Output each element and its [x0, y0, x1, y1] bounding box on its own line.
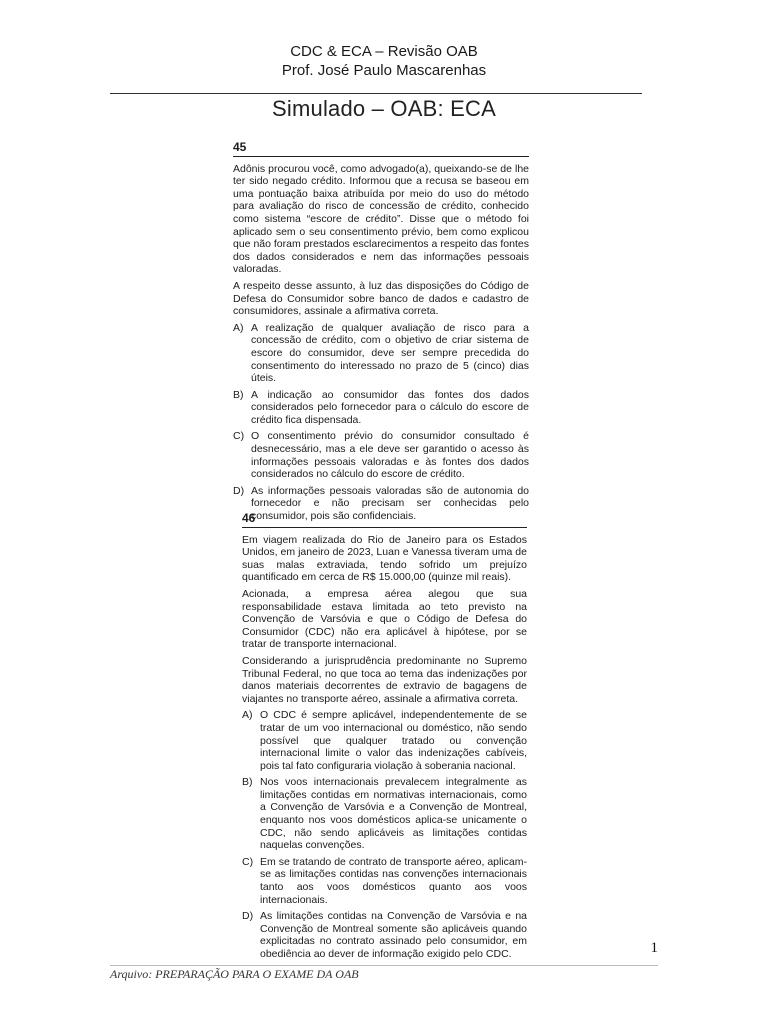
- header-line-2: Prof. José Paulo Mascarenhas: [281, 62, 487, 79]
- question-45: [233, 141, 529, 527]
- option-text: A indicação ao consumidor das fontes dos dados considerados pelo fornecedor para o cálculo do escore de crédito fica dispensada.: [251, 388, 529, 426]
- page-title: Simulado – OAB: ECA: [272, 96, 496, 121]
- question-number: 45: [233, 141, 529, 157]
- question-paragraph: Acionada, a empresa aérea alegou que sua responsabilidade estava limitada ao teto previsto na Convenção de Varsóvia e que o Código de Defesa do Consumidor (CDC) não era aplicável à hipótese, por se tratar de transporte internacional.: [242, 587, 527, 651]
- footer-divider: [110, 965, 658, 966]
- option-letter: A): [242, 709, 253, 722]
- option-text: Em se tratando de contrato de transporte aéreo, aplicam-se as limitações contidas nas convenções internacionais tanto aos voos domésticos quanto aos voos internacionais.: [260, 855, 527, 906]
- option-text: O consentimento prévio do consumidor consultado é desnecessário, mas a ele deve ser garantido o acesso às informações pessoais valoradas e às fontes dos dados considerados no cálculo do escore de crédito.: [251, 430, 529, 481]
- option-b: [242, 776, 527, 852]
- option-letter: B): [233, 388, 244, 401]
- option-letter: D): [242, 910, 254, 923]
- option-text: A realização de qualquer avaliação de risco para a concessão de crédito, com o objetivo de criar sistema de escore do consumidor, deve ser sempre precedida do consentimento do interessado no prazo de 5 (cinco) dias úteis.: [251, 321, 529, 385]
- option-text: As informações pessoais valoradas são de autonomia do fornecedor e não precisam ser conhecidas pelo consumidor, pois são confidenciais.: [251, 484, 529, 523]
- header-divider: [110, 93, 642, 94]
- page-number: 1: [650, 940, 658, 956]
- option-c: [242, 856, 527, 906]
- question-paragraph: Em viagem realizada do Rio de Janeiro para os Estados Unidos, em janeiro de 2023, Luan e Vanessa tiveram uma de suas malas extraviada, tendo sofrido um prejuízo quantificado em cerca de R$ 15.000,00 (quinze mil reais).: [242, 533, 527, 584]
- option-letter: B): [242, 776, 253, 789]
- option-letter: D): [233, 484, 245, 497]
- option-b: [233, 389, 529, 427]
- header-line-1: CDC & ECA – Revisão OAB: [290, 43, 478, 60]
- footer-text: Arquivo: PREPARAÇÃO PARA O EXAME DA OAB: [110, 967, 359, 981]
- option-c: [233, 430, 529, 480]
- question-paragraph: A respeito desse assunto, à luz das disposições do Código de Defesa do Consumidor sobre banco de dados e cadastro de consumidores, assinale a afirmativa correta.: [233, 279, 529, 318]
- option-a: [242, 709, 527, 772]
- option-text: O CDC é sempre aplicável, independentemente de se tratar de um voo internacional ou doméstico, não sendo possível que qualquer tratado ou convenção internacional limite o valor das indenizações cabíveis, pois tal fato configuraria violação à soberania nacional.: [260, 709, 527, 772]
- question-number: 46: [242, 512, 527, 528]
- option-letter: C): [233, 430, 245, 443]
- question-46: [242, 512, 527, 965]
- question-paragraph: Adônis procurou você, como advogado(a), queixando-se de lhe ter sido negado crédito. Informou que a recusa se baseou em uma pontuação baixa atribuída por meio do uso do método para avaliação do risco de concessão de crédito, conhecido como sistema “escore de crédito”. Disse que o método foi aplicado sem o seu consentimento prévio, bem como explicou que não foram prestados esclarecimentos a respeito das fontes dos dados considerados e nem das informações pessoais valoradas.: [233, 162, 529, 276]
- option-d: [242, 910, 527, 960]
- option-letter: C): [242, 855, 254, 868]
- option-a: [233, 322, 529, 385]
- question-paragraph: Considerando a jurisprudência predominante no Supremo Tribunal Federal, no que toca ao tema das indenizações por danos materiais decorrentes de extravio de bagagens de viajantes no transporte aéreo, assinale a afirmativa correta.: [242, 654, 527, 705]
- option-letter: A): [233, 321, 244, 334]
- option-text: As limitações contidas na Convenção de Varsóvia e na Convenção de Montreal somente são aplicáveis quando explicitadas no contrato assinado pelo consumidor, em obediência ao dever de informação exigido pelo CDC.: [260, 910, 527, 960]
- option-text: Nos voos internacionais prevalecem integralmente as limitações contidas em normativas internacionais, como a Convenção de Varsóvia e a Convenção de Montreal, enquanto nos voos domésticos aplica-se unicamente o CDC, não sendo aplicáveis as limitações contidas naquelas convenções.: [260, 776, 527, 852]
